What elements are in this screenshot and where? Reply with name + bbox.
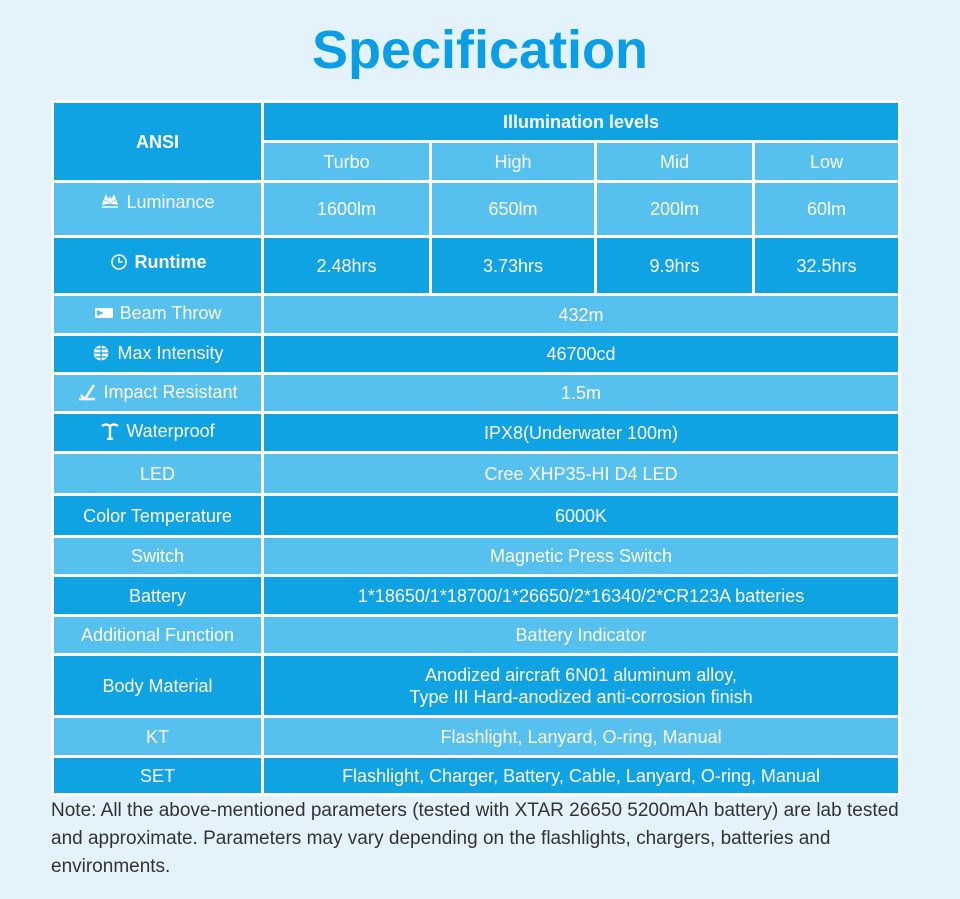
kt-label: KT [53,717,263,757]
max-intensity-label-cell [53,335,263,374]
body-material-line1: Anodized aircraft 6N01 aluminum alloy, [425,664,737,685]
clock-icon [109,253,129,271]
globe-icon [91,344,111,362]
header-row [53,102,900,142]
body-material-label: Body Material [53,655,263,717]
runtime-label: Runtime [134,252,207,272]
switch-value: Magnetic Press Switch [263,537,900,576]
level-low: Low [754,142,900,182]
level-high: High [431,142,596,182]
luminance-low: 60lm [754,182,900,237]
battery-label: Battery [53,576,263,616]
additional-function-label: Additional Function [53,616,263,655]
beam-throw-value: 432m [263,295,900,335]
illumination-levels-header: Illumination levels [263,102,900,142]
waterproof-label-cell [53,413,263,453]
luminance-label-cell [53,182,263,237]
beam-throw-row [53,295,900,335]
kt-value: Flashlight, Lanyard, O-ring, Manual [263,717,900,757]
beam-throw-label: Beam Throw [119,303,222,323]
max-intensity-row [53,335,900,374]
impact-label-cell [53,374,263,413]
luminance-row [53,182,900,237]
max-intensity-label: Max Intensity [117,342,224,363]
led-value: Cree XHP35-HI D4 LED [263,453,900,495]
runtime-low: 32.5hrs [754,237,900,295]
impact-label: Impact Resistant [103,381,238,402]
luminance-label: Luminance [126,191,215,212]
impact-value: 1.5m [263,374,900,413]
footnote: Note: All the above-mentioned parameters (tested with XTAR 26650 5200mAh battery) are lab tested and approximate. Parameters may vary depending on the flashlights, chargers, batteries and environments. [51,800,899,877]
impact-resistant-row [53,374,900,413]
kt-row [53,717,900,757]
color-temperature-label: Color Temperature [53,495,263,537]
waterproof-row [53,413,900,453]
impact-icon [77,383,97,401]
led-row [53,453,900,495]
sparkle-icon [100,193,120,211]
additional-function-value: Battery Indicator [263,616,900,655]
waterproof-label: Waterproof [126,421,215,441]
runtime-mid: 9.9hrs [596,237,754,295]
color-temperature-value: 6000K [263,495,900,537]
luminance-turbo: 1600lm [263,182,431,237]
switch-label: Switch [53,537,263,576]
runtime-turbo: 2.48hrs [263,237,431,295]
body-material-row [53,655,900,717]
level-turbo: Turbo [263,142,431,182]
body-material-line2: Type III Hard-anodized anti-corrosion finish [409,686,753,707]
waterproof-value: IPX8(Underwater 100m) [263,413,900,453]
battery-value: 1*18650/1*18700/1*26650/2*16340/2*CR123A batteries [263,576,900,616]
page-title: Specification [311,20,649,80]
ansi-header: ANSI [53,102,263,182]
waterproof-icon [100,422,120,440]
runtime-row [53,237,900,295]
set-label: SET [53,757,263,795]
max-intensity-value: 46700cd [263,335,900,374]
runtime-high: 3.73hrs [431,237,596,295]
color-temperature-row [53,495,900,537]
switch-row [53,537,900,576]
luminance-mid: 200lm [596,182,754,237]
led-label: LED [53,453,263,495]
spec-table [51,100,901,796]
level-mid: Mid [596,142,754,182]
body-material-value [263,655,900,717]
beam-icon [94,304,114,322]
luminance-high: 650lm [431,182,596,237]
set-value: Flashlight, Charger, Battery, Cable, Lanyard, O-ring, Manual [263,757,900,795]
battery-row [53,576,900,616]
runtime-label-cell [53,237,263,295]
beam-throw-label-cell [53,295,263,335]
additional-function-row [53,616,900,655]
set-row [53,757,900,795]
